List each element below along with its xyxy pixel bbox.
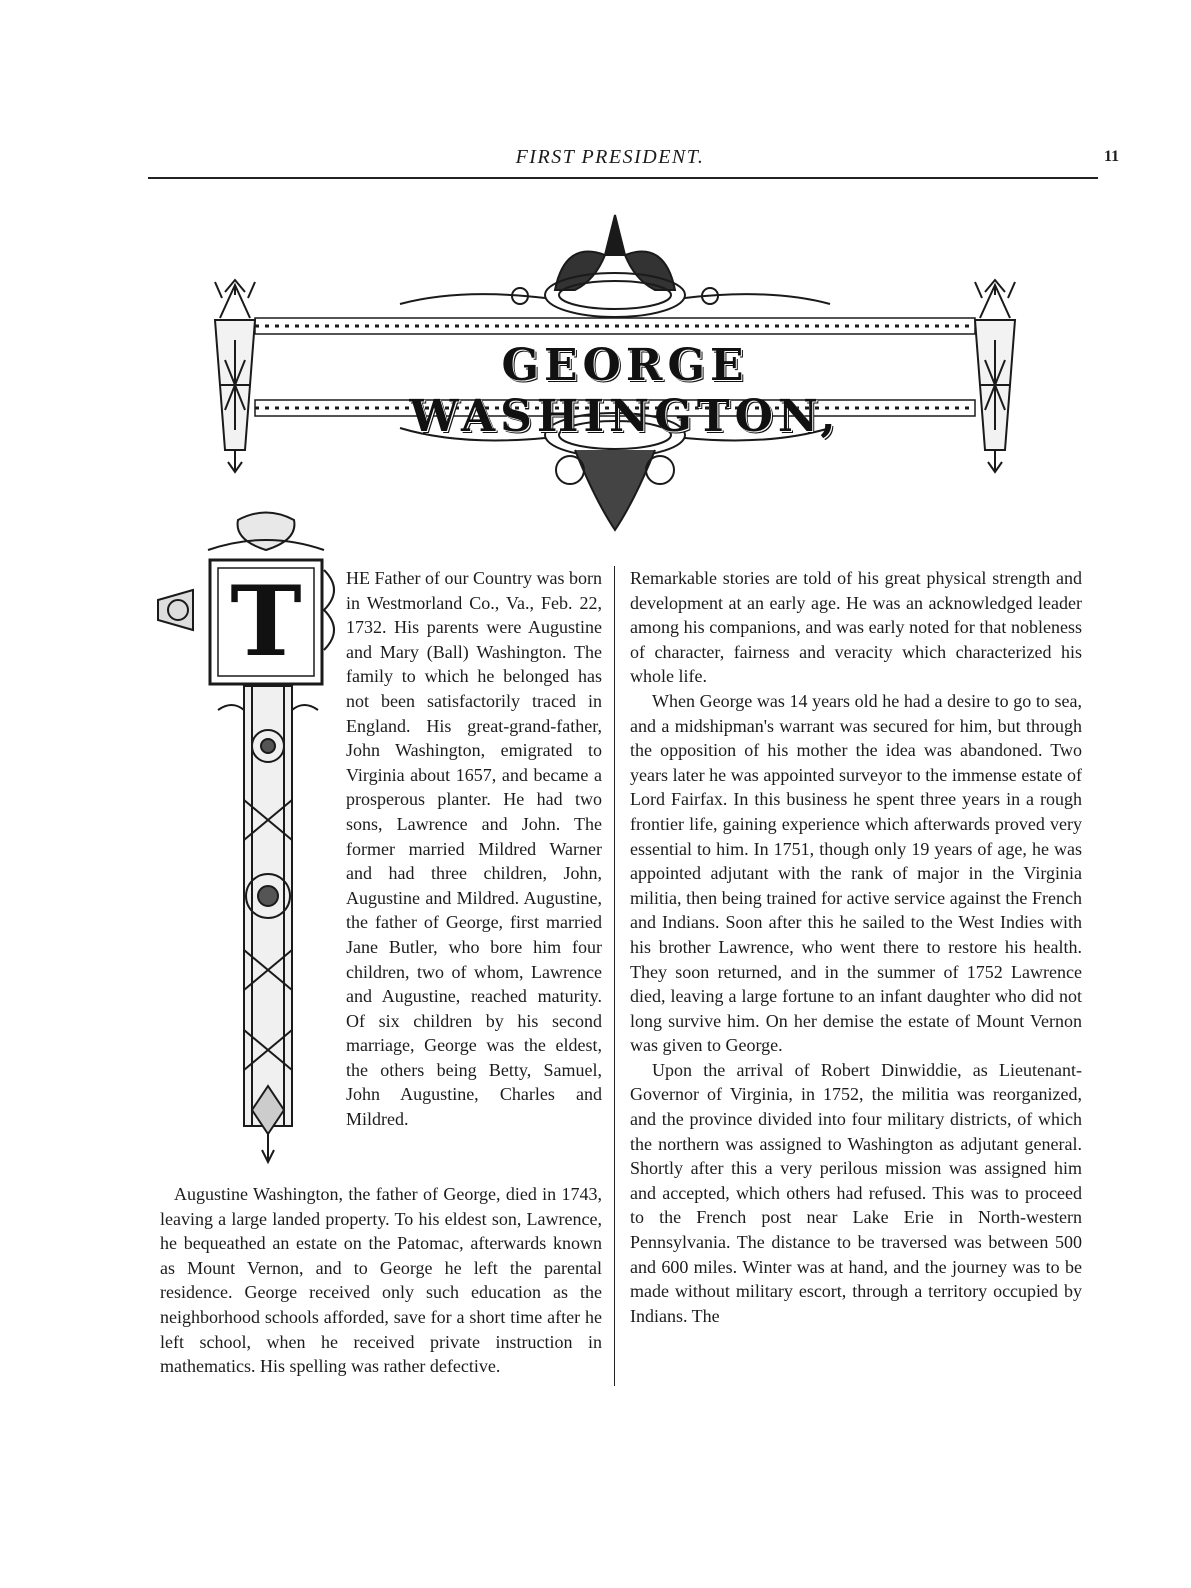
right-paragraph-3: Upon the arrival of Robert Dinwiddie, as Lieutenant-Governor of Virginia, in 1752, the militia was reorganized, and the province divided into four military districts, of which the northern was assigned to Washington as adjutant general. Shortly after this a very perilous mission was assigned him and accepted, which others had refused. This was to proceed to the French post near Lake Erie in North-western Pennsylvania. The distance to be traversed was between 500 and 600 miles. Winter was at hand, and the journey was to be made without military escort, through a territory occupied by Indians. The: [630, 1059, 1082, 1326]
running-head: FIRST PRESIDENT.: [515, 146, 705, 168]
column-divider: [614, 566, 615, 1386]
left-paragraph-1: [310, 566, 602, 1132]
page-number: 11: [1104, 148, 1120, 165]
article-title: GEORGE WASHINGTON,: [409, 340, 841, 442]
title-banner: [200, 200, 1030, 540]
right-column: [630, 566, 1082, 1328]
right-paragraph-2: When George was 14 years old he had a desire to go to sea, and a midshipman's warrant was secured for him, but through the opposition of his mother the idea was abandoned. Two years later he was appointed surveyor to the immense estate of Lord Fairfax. In this business he spent three years in a rough frontier life, gaining experience which afterwards proved very essential to him. In 1751, though only 19 years of age, he was appointed adjutant with the rank of major in the Virginia militia, then being trained for active service against the French and Indians. Soon after this he sailed to the West Indies with his brother Lawrence, who went there to restore his health. They soon returned, and in the summer of 1752 Lawrence died, leaving a large fortune to an infant daughter who did not long survive him. On her demise the estate of Mount Vernon was given to George.: [630, 690, 1082, 1056]
drop-cap: T: [230, 565, 302, 678]
header-rule: [148, 177, 1098, 179]
paragraph-text: HE Father of our Country was born in Westmorland Co., Va., Feb. 22, 1732. His parents were Augustine and Mary (Ball) Washington. The family to which he belonged has not been satisfactorily traced in England. His great-grand-father, John Washington, emigrated to Virginia about 1657, and became a prosperous planter. He had two sons, Lawrence and John. The former married Mildred Warner and had three children, John, Augustine and Mildred. Augustine, the father of George, first married Jane Butler, who bore him four children, two of whom, Lawrence and Augustine, reached maturity. Of six children by his second marriage, George was the eldest, the others being Betty, Samuel, John Augustine, Charles and Mildred.: [346, 568, 602, 1130]
right-paragraph-1: Remarkable stories are told of his great physical strength and development at an early age. He was an acknowledged leader among his companions, and was early noted for that nobleness of character, fairness and veracity which characterized his whole life.: [630, 568, 1082, 687]
left-paragraph-2: Augustine Washington, the father of George, died in 1743, leaving a large landed property. To his eldest son, Lawrence, he bequeathed an estate on the Patomac, afterwards known as Mount Vernon, and to George he left the parental residence. George received only such education as the neighborhood schools afforded, save for a short time after he left school, when he received private instruction in mathematics. His spelling was rather defective.: [160, 1184, 602, 1377]
